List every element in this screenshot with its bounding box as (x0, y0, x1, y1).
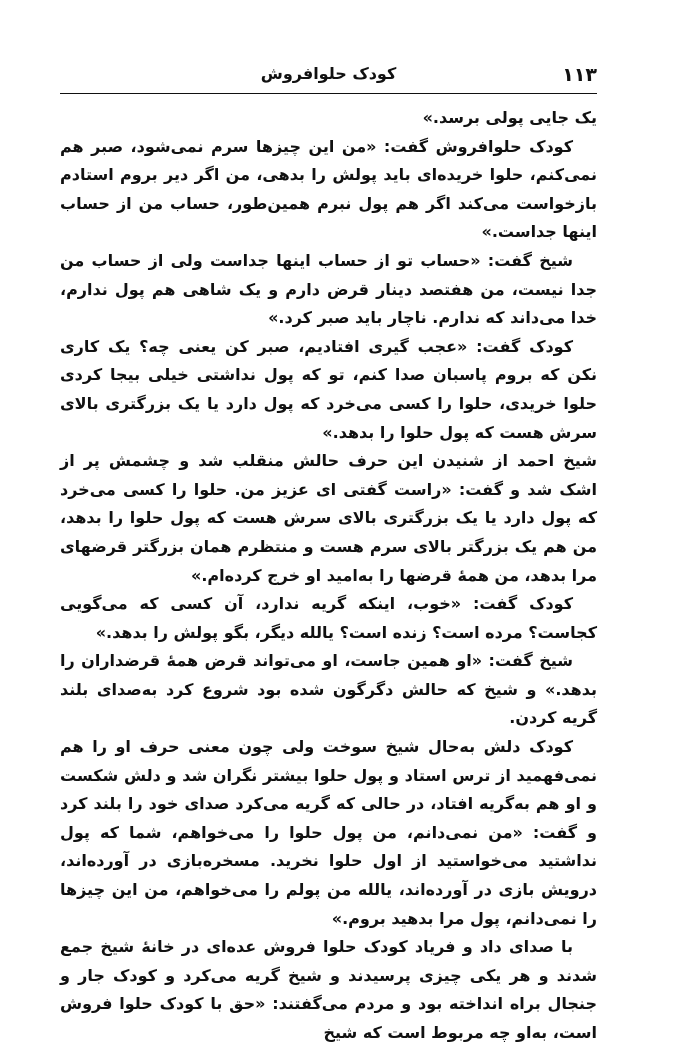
paragraph: شیخ گفت: «او همین جاست، او می‌تواند قرض همهٔ قرضداران را بدهد.» و شیخ که حالش دگرگون شده بود شروع کرد به‌صدای بلند گریه کردن. (60, 651, 597, 728)
paragraph: شیخ احمد از شنیدن این حرف حالش منقلب شد و چشمش پر از اشک شد و گفت: «راست گفتی ای عزیز من. حلوا را کسی می‌خرد که پول دارد یا یک بزرگتری بالای سرش هست که پول حلوا را بدهد، من هم یک بزرگتر بالای سرم هست و منتظرم همان بزرگتر قرضهای مرا بدهد، من همهٔ قرضها را به‌امید او خرج کرده‌ام.» (60, 451, 597, 585)
page-number: ۱۱۳ (562, 64, 597, 86)
paragraph: کودک گفت: «خوب، اینکه گریه ندارد، آن کسی که می‌گویی کجاست؟ مرده است؟ زنده است؟ یالله دیگر، بگو پولش را بدهد.» (60, 594, 597, 642)
page-header (60, 60, 597, 90)
running-title: کودک حلوافروش (260, 64, 397, 83)
paragraph: کودک حلوافروش گفت: «من این چیزها سرم نمی‌شود، صبر هم نمی‌کنم، حلوا خریده‌ای باید پولش را بدهی، من اگر دیر بروم استادم بازخواست می‌کند اگر هم پول نبرم همین‌طور، حساب من از حساب اینها جداست.» (60, 136, 597, 242)
paragraph: یک جایی پولی برسد.» (422, 108, 597, 127)
header-rule (60, 93, 597, 94)
paragraph: کودک دلش به‌حال شیخ سوخت ولی چون معنی حرف او را هم نمی‌فهمید از ترس استاد و پول حلوا بیشتر نگران شد و دلش شکست و او هم به‌گریه افتاد، در حالی که گریه می‌کرد صدای خود را بلند کرد و گفت: «من نمی‌دانم، من پول حلوا را می‌خواهم، شما که پول نداشتید می‌خواستید از اول حلوا نخرید. مسخره‌بازی در آورده‌اند، درویش بازی در آورده‌اند، یالله من پولم را می‌خواهم، من این چیزها را نمی‌دانم، پول مرا بدهید بروم.» (60, 737, 597, 928)
paragraph: با صدای داد و فریاد کودک حلوا فروش عده‌ای در خانهٔ شیخ جمع شدند و هر یکی چیزی پرسیدند و شیخ گریه می‌کرد و کودک جار و جنجال براه انداخته بود و مردم می‌گفتند: «حق با کودک حلوا فروش است، به‌او چه مربوط است که شیخ (60, 937, 597, 1042)
paragraph: شیخ گفت: «حساب تو از حساب اینها جداست ولی از حساب من جدا نیست، من هفتصد دینار قرض دارم و یک شاهی هم پول ندارم، خدا می‌داند که ندارم. ناچار باید صبر کرد.» (60, 250, 597, 328)
paragraph: کودک گفت: «عجب گیری افتادیم، صبر کن یعنی چه؟ یک کاری نکن که بروم پاسبان صدا کنم، تو که پول نداشتی خیلی بیجا کردی حلوا خریدی، حلوا را کسی می‌خرد که پول دارد یا یک بزرگتری بالای سرش هست که پول حلوا را بدهد.» (60, 336, 597, 442)
body-text (60, 104, 597, 1048)
